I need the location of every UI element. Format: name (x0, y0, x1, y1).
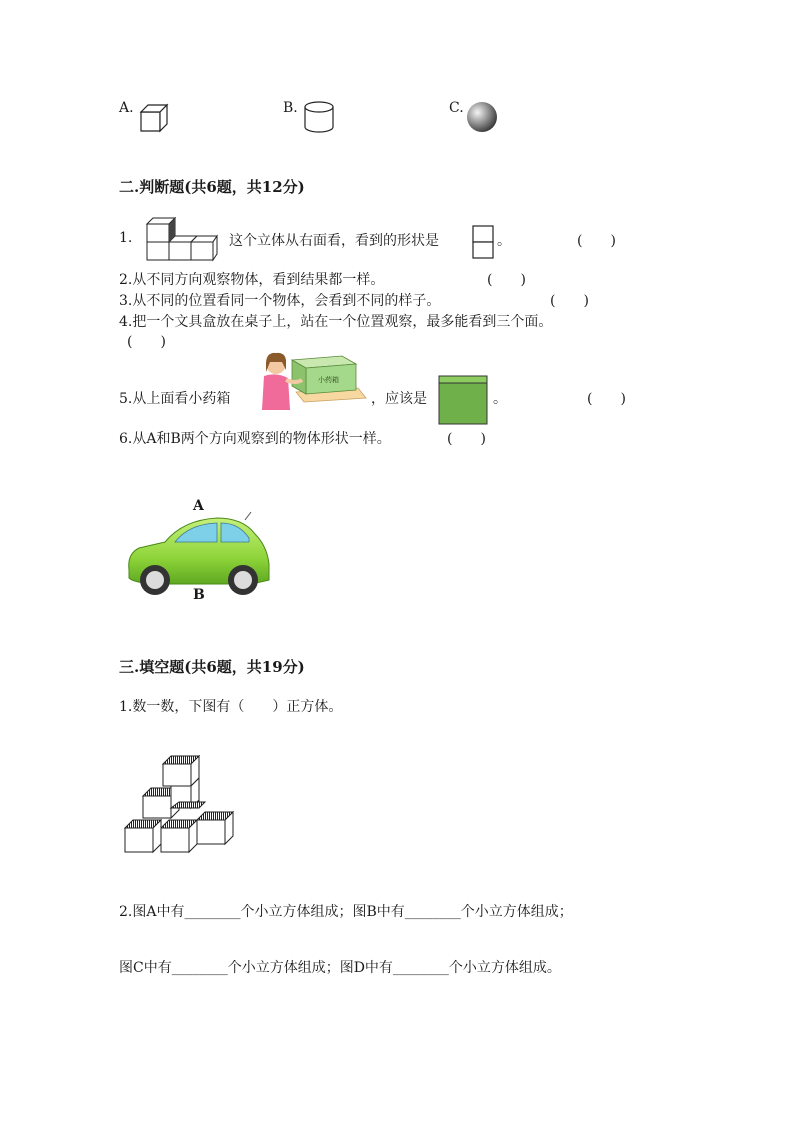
option-b-label: B. (283, 100, 298, 116)
q3-text: 3.从不同的位置看同一个物体，会看到不同的样子。 (119, 293, 441, 309)
cube-pyramid-figure (123, 752, 241, 858)
q5-end: 。 (493, 391, 507, 407)
direction-a-label: A (193, 498, 204, 514)
sphere-icon (466, 101, 498, 133)
cube-icon (139, 103, 171, 133)
q2-text: 2.从不同方向观察物体，看到结果都一样。 (119, 272, 385, 288)
top-view-green-square (438, 375, 490, 427)
medicine-box-label: 小药箱 (318, 376, 339, 384)
q4-text: 4.把一个文具盒放在桌子上，站在一个位置观察，最多能看到三个面。 (119, 314, 553, 330)
right-view-shape (472, 225, 494, 261)
girl-with-medicine-box-image (258, 350, 368, 420)
q5-text: 5.从上面看小药箱 (119, 391, 231, 407)
section2-heading: 二.判断题(共6题，共12分) (119, 178, 305, 196)
q4-answer-blank[interactable]: ( ) (127, 334, 166, 350)
q1-end: 。 (497, 233, 511, 249)
q3-answer-blank[interactable]: ( ) (550, 293, 589, 309)
q6-answer-blank[interactable]: ( ) (447, 431, 486, 447)
q2-answer-blank[interactable]: ( ) (487, 272, 526, 288)
q5-mid: ，应该是 (371, 391, 427, 407)
s3-q1-text: 1.数一数，下图有（ ）正方体。 (119, 699, 343, 715)
cube-stack-figure (146, 216, 218, 262)
q1-text: 这个立体从右面看，看到的形状是 (229, 233, 439, 249)
q1-answer-blank[interactable]: ( ) (577, 233, 616, 249)
cylinder-icon (303, 100, 335, 134)
option-a-label: A. (119, 100, 134, 116)
option-c-label: C. (449, 100, 464, 116)
s3-q2-line1: 2.图A中有________个小立方体组成；图B中有________个小立方体组成； (119, 904, 573, 920)
section3-heading: 三.填空题(共6题，共19分) (119, 658, 305, 676)
q6-text: 6.从A和B两个方向观察到的物体形状一样。 (119, 431, 391, 447)
direction-b-label: B (193, 587, 205, 603)
q5-answer-blank[interactable]: ( ) (587, 391, 626, 407)
s3-q2-line2: 图C中有________个小立方体组成；图D中有________个小立方体组成。 (119, 960, 561, 976)
q1-number: 1. (119, 230, 133, 246)
